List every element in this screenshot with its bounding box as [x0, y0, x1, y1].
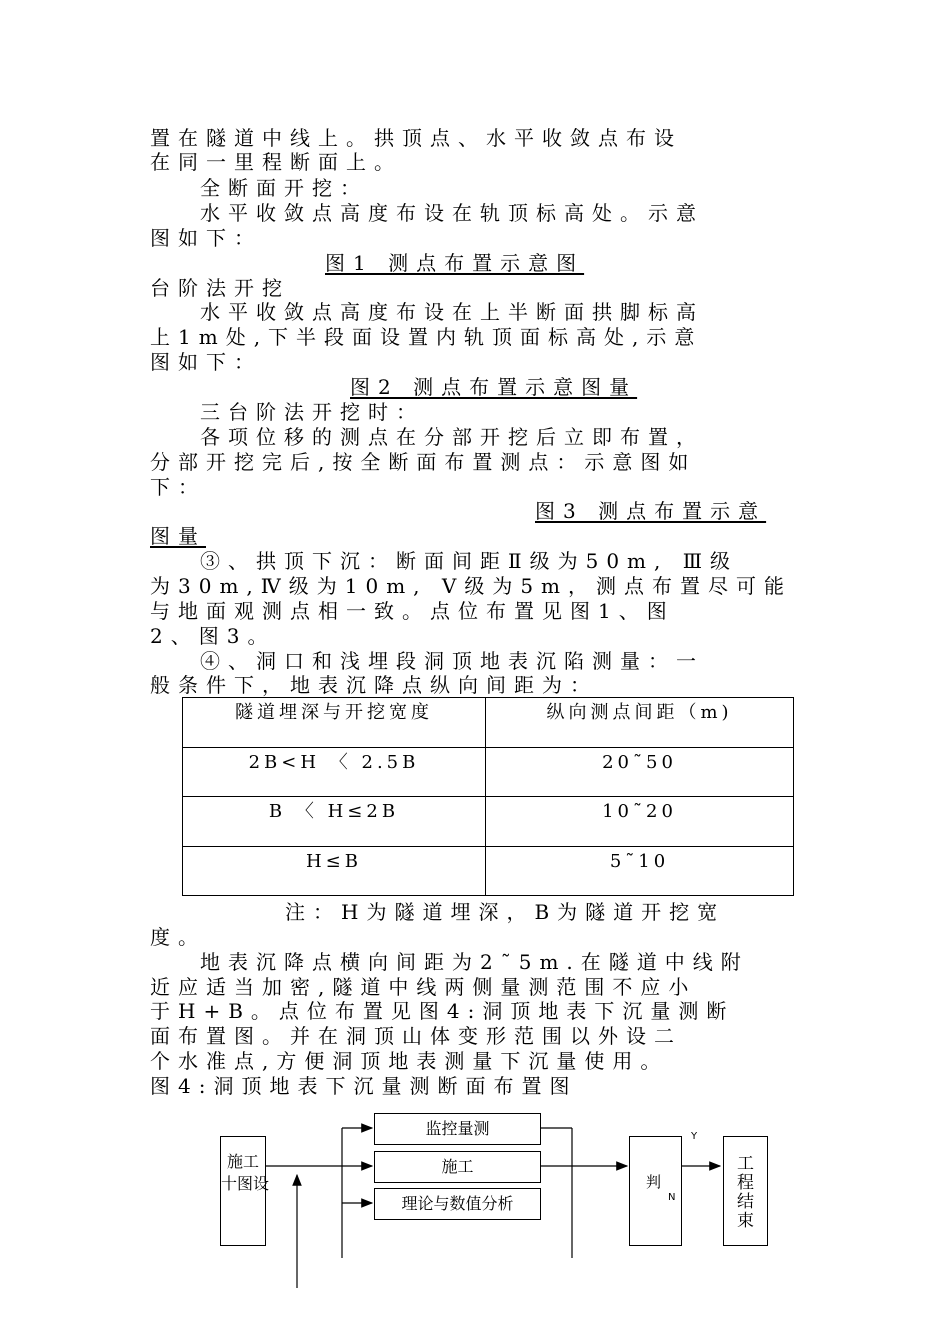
paragraph-line: 上1m处,下半段面设置内轨顶面标高处,示意: [150, 325, 703, 349]
table-cell: 5˜10: [486, 847, 794, 896]
judge-box-label: 判: [646, 1173, 662, 1191]
paragraph-line: 2、图3。: [150, 624, 276, 648]
paragraph-line: 个水准点,方便洞顶地表测量下沉量使用。: [150, 1049, 669, 1073]
table-cell: 10˜20: [486, 797, 794, 847]
table-header-cell: 纵向测点间距（m): [486, 698, 794, 748]
paragraph-line: 面布置图。并在洞顶山体变形范围以外设二: [150, 1024, 682, 1048]
design-box: [220, 1136, 270, 1246]
table-cell: 2B<H 〈 2.5B: [183, 748, 486, 797]
table-cell: 20˜50: [486, 748, 794, 797]
no-label: N: [668, 1192, 676, 1203]
section-heading-bench: 台阶法开挖: [150, 276, 290, 300]
table-note: 注：H为隧道埋深，B为隧道开挖宽: [285, 900, 726, 924]
figure-3-caption: 图3 测点布置示意: [535, 499, 767, 523]
paragraph-line: 图如下：: [150, 226, 262, 250]
section-heading-three-bench: 三台阶法开挖时：: [200, 400, 424, 424]
paragraph-line: 水平收敛点高度布设在上半断面拱脚标高: [200, 300, 704, 324]
paragraph-line: 为30m,Ⅳ级为10m, Ⅴ级为5m，测点布置尽可能: [150, 574, 793, 598]
table-header-cell: 隧道埋深与开挖宽度: [183, 698, 486, 748]
paragraph-line: 在同一里程断面上。: [150, 150, 402, 174]
paragraph-line: ④、洞口和浅埋段洞顶地表沉陷测量：一: [200, 649, 704, 673]
design-box-label: 施工 十图设: [221, 1152, 270, 1193]
paragraph-line: 度。: [150, 925, 206, 949]
section-heading-full-face: 全断面开挖：: [200, 176, 368, 200]
project-end-box-label: 工程结束: [737, 1154, 754, 1231]
paragraph-line: 般条件下，地表沉降点纵向间距为：: [150, 673, 598, 697]
project-end-box: [723, 1136, 768, 1246]
paragraph-line: 地表沉降点横向间距为2˜5m.在隧道中线附: [200, 950, 749, 974]
paragraph-line: 分部开挖完后,按全断面布置测点：示意图如: [150, 450, 697, 474]
paragraph-line: 下：: [150, 475, 206, 499]
paragraph-line: 图如下：: [150, 350, 262, 374]
paragraph-line: ③、拱顶下沉：断面间距Ⅱ级为50m, Ⅲ级: [200, 549, 739, 573]
paragraph-line: 各项位移的测点在分部开挖后立即布置，: [200, 425, 704, 449]
figure-2-caption: 图2 测点布置示意图量: [350, 375, 638, 399]
construction-box: [374, 1151, 541, 1183]
table-cell: H≤B: [183, 847, 486, 896]
yes-label: Y: [691, 1131, 698, 1142]
theory-analysis-box-label: 理论与数值分析: [401, 1194, 514, 1213]
paragraph-line: 水平收敛点高度布设在轨顶标高处。示意: [200, 201, 704, 225]
monitoring-box: [374, 1113, 541, 1145]
figure-1-caption: 图1 测点布置示意图: [325, 251, 585, 275]
monitoring-box-label: 监控量测: [425, 1119, 490, 1138]
paragraph-line: 于H+B。点位布置见图4:洞顶地表下沉量测断: [150, 999, 735, 1023]
paragraph-line: 置在隧道中线上。拱顶点、水平收敛点布设: [150, 126, 682, 150]
judge-box: [629, 1136, 682, 1246]
theory-analysis-box: [374, 1188, 541, 1220]
figure-4-caption: 图4:洞顶地表下沉量测断面布置图: [150, 1074, 578, 1098]
table-cell: B 〈 H≤2B: [183, 797, 486, 847]
paragraph-line: 近应适当加密,隧道中线两侧量测范围不应小: [150, 975, 697, 999]
paragraph-line: 与地面观测点相一致。点位布置见图1、图: [150, 599, 675, 623]
figure-3-caption-continued: 图量: [150, 524, 206, 548]
construction-box-label: 施工: [441, 1157, 474, 1176]
